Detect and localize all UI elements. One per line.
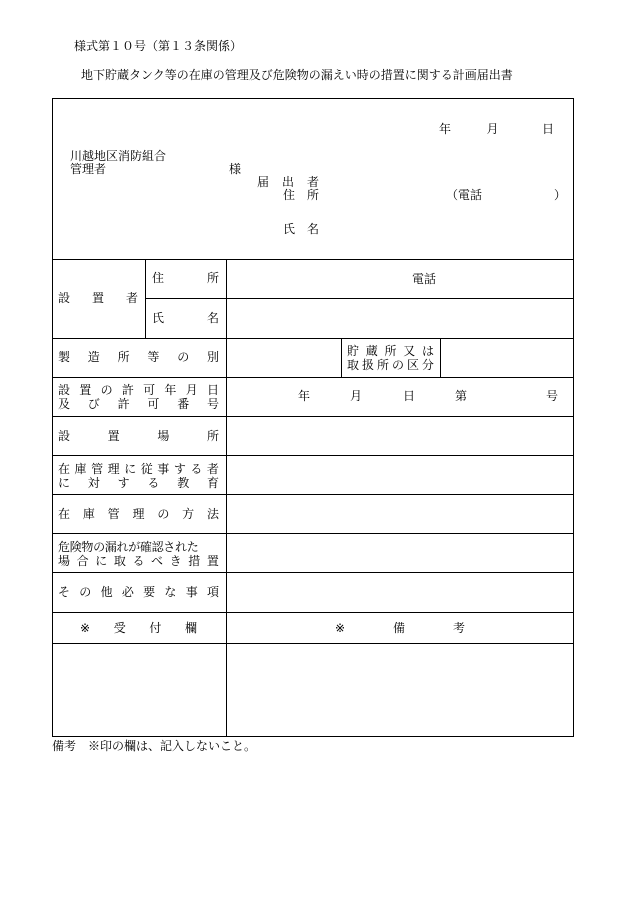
permit-number-prefix: 第 [455, 389, 468, 403]
phone-close: ） [554, 188, 567, 202]
method-field[interactable] [228, 496, 572, 532]
addressee-title: 管理者 [70, 162, 107, 176]
footnote: 備考 ※印の欄は、記入しないこと。 [52, 739, 257, 753]
phone-label: 電話 [412, 272, 437, 286]
remarks-header: ※ 備 考 [335, 621, 465, 635]
addressee-org: 川越地区消防組合 [70, 149, 167, 163]
leak-measures-field[interactable] [228, 535, 572, 571]
installer-name-field[interactable] [228, 300, 572, 336]
method-label: 在 庫 管 理 の 方 法 [58, 507, 219, 521]
location-label: 設 置 場 所 [58, 429, 219, 443]
date-year: 年 [439, 122, 452, 136]
storage-class-field[interactable] [442, 340, 572, 376]
form-number: 様式第１０号（第１３条関係） [74, 39, 243, 53]
education-field[interactable] [228, 457, 572, 493]
reception-header: ※ 受 付 欄 [80, 621, 197, 635]
phone-open: （電話 [446, 188, 483, 202]
permit-month: 月 [350, 389, 363, 403]
leak-measures-label: 危険物の漏れが確認された 場 合 に 取 る べ き 措 置 [58, 540, 219, 568]
date-month: 月 [486, 122, 499, 136]
installer-address-field[interactable] [228, 261, 572, 297]
permit-label: 設 置 の 許 可 年 月 日 及 び 許 可 番 号 [58, 383, 219, 411]
facility-type-field[interactable] [228, 340, 340, 376]
permit-day: 日 [403, 389, 416, 403]
notifier-address-label: 住 所 [283, 188, 319, 202]
education-label: 在 庫 管 理 に 従 事 す る 者 に 対 す る 教 育 [58, 462, 219, 490]
other-label: そ の 他 必 要 な 事 項 [58, 585, 219, 599]
notice-date [439, 123, 554, 135]
location-field[interactable] [228, 418, 572, 454]
installer-address-label: 住 所 [152, 271, 219, 285]
permit-number-suffix: 号 [546, 389, 559, 403]
date-day: 日 [541, 122, 554, 136]
honorific: 様 [229, 162, 242, 176]
other-field[interactable] [228, 574, 572, 611]
storage-class-label: 貯 蔵 所 又 は 取 扱 所 の 区 分 [347, 344, 434, 372]
reception-box [54, 645, 225, 735]
remarks-box [228, 645, 572, 735]
facility-type-label: 製 造 所 等 の 別 [58, 350, 219, 364]
installer-label: 設 置 者 [58, 291, 138, 305]
installer-name-label: 氏 名 [152, 311, 219, 325]
permit-year: 年 [298, 389, 311, 403]
page-title: 地下貯蔵タンク等の在庫の管理及び危険物の漏えい時の措置に関する計画届出書 [81, 68, 513, 82]
notifier-name-label: 氏 名 [283, 222, 319, 236]
notifier-label: 届 出 者 [257, 175, 319, 189]
